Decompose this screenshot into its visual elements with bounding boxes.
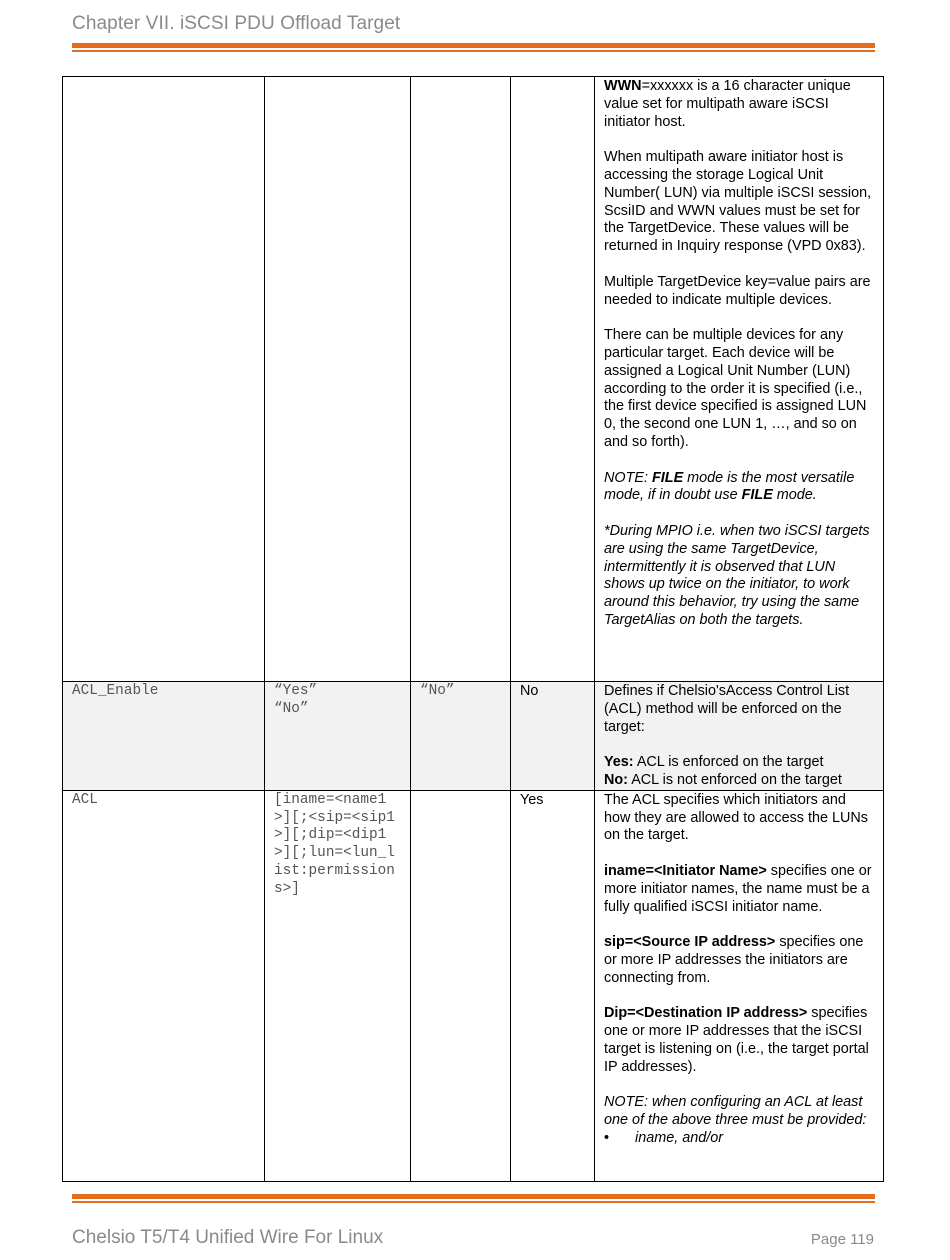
param-multiple-value: Yes (511, 790, 595, 1181)
sip-term: sip=<Source IP address> (604, 934, 776, 951)
bullet-item (604, 1130, 874, 1148)
table-row (63, 682, 884, 791)
acl-note: NOTE: when configuring an ACL at least one of the above three must be provided: (604, 1094, 867, 1129)
param-description-cell (595, 77, 884, 682)
header-rule-thin (72, 50, 875, 52)
sip-text: specifies one or more IP addresses the initiators are connecting from. (604, 934, 864, 986)
param-default-value: “No” (411, 682, 511, 791)
no-text: ACL is not enforced on the target (627, 771, 842, 788)
footer-rule-thick (72, 1194, 875, 1199)
table-row (63, 790, 884, 1181)
note-prefix: NOTE: (604, 469, 652, 486)
param-values-cell (265, 682, 411, 791)
dip-paragraph (604, 1005, 874, 1076)
no-term: No: (604, 771, 628, 788)
param-multiple-value: No (511, 682, 595, 791)
wwn-term: WWN (604, 78, 642, 94)
page-header-title: Chapter VII. iSCSI PDU Offload Target (72, 13, 401, 34)
param-key-cell (63, 77, 265, 682)
multipath-paragraph: When multipath aware initiator host is accessing the storage Logical Unit Number( LUN) via multiple iSCSI session, ScsiID and WWN values must be set for the TargetDevice. These values will be returned in Inquiry response (VPD 0x83). (604, 149, 872, 255)
value-option: “Yes” (274, 683, 318, 699)
wwn-text: =xxxxxx is a 16 character unique value set for multipath aware iSCSI initiator host. (604, 78, 851, 130)
parameter-table (62, 76, 884, 1182)
note-middle: mode is the most versatile mode, if in doubt use (604, 469, 855, 504)
multiple-devices-paragraph: Multiple TargetDevice key=value pairs are needed to indicate multiple devices. (604, 273, 871, 308)
acl-yes-line (604, 754, 874, 772)
param-default-value (411, 790, 511, 1181)
param-description-cell (595, 790, 884, 1181)
file-mode-note (604, 470, 874, 506)
dip-text: specifies one or more IP addresses that the iSCSI target is listening on (i.e., the target portal IP addresses). (604, 1005, 869, 1075)
footer-title: Chelsio T5/T4 Unified Wire For Linux (72, 1227, 384, 1248)
wwn-paragraph (604, 78, 874, 131)
note-end: mode. (772, 487, 817, 504)
mpio-note: *During MPIO i.e. when two iSCSI targets are using the same TargetDevice, intermittently it is observed that LUN shows up twice on the initiator, to work around this behavior, try using the same TargetAlias on both the targets. (604, 522, 870, 628)
note-file-term: FILE (651, 469, 684, 486)
lun-order-paragraph: There can be multiple devices for any particular target. Each device will be assigned a Logical Unit Number (LUN) according to the order it is specified (i.e., the first device specified is assigned LUN 0, the second one LUN 1, …, and so on and so forth). (604, 327, 867, 450)
param-values-cell (265, 77, 411, 682)
acl-no-line (604, 772, 874, 790)
yes-text: ACL is enforced on the target (633, 754, 824, 771)
iname-term: iname=<Initiator Name> (604, 862, 767, 879)
dip-term: Dip=<Destination IP address> (604, 1005, 808, 1022)
value-option: “No” (274, 700, 309, 717)
bullet-symbol: • (604, 1129, 610, 1146)
param-multiple-cell (511, 77, 595, 682)
iname-text: specifies one or more initiator names, the name must be a fully qualified iSCSI initiator name. (604, 862, 872, 915)
header-rule-thick (72, 43, 875, 48)
iname-paragraph (604, 863, 874, 916)
param-key-acl-enable: ACL_Enable (63, 682, 265, 791)
param-description-cell (595, 682, 884, 791)
table-row (63, 77, 884, 682)
note-file-term-2: FILE (741, 487, 773, 504)
param-default-cell (411, 77, 511, 682)
acl-enable-description: Defines if Chelsio'sAccess Control List (ACL) method will be enforced on the target: (604, 683, 850, 735)
sip-paragraph (604, 934, 874, 987)
yes-term: Yes: (604, 754, 634, 771)
footer-rule-thin (72, 1201, 875, 1203)
param-values-acl-syntax: [iname=<name1>][;<sip=<sip1>][;dip=<dip1>][;lun=<lun_list:permissions>] (265, 790, 411, 1181)
acl-description: The ACL specifies which initiators and how they are allowed to access the LUNs on the target. (604, 791, 868, 844)
page-number: Page 119 (810, 1231, 874, 1248)
bullet-text: iname, and/or (635, 1129, 723, 1146)
param-key-acl: ACL (63, 790, 265, 1181)
